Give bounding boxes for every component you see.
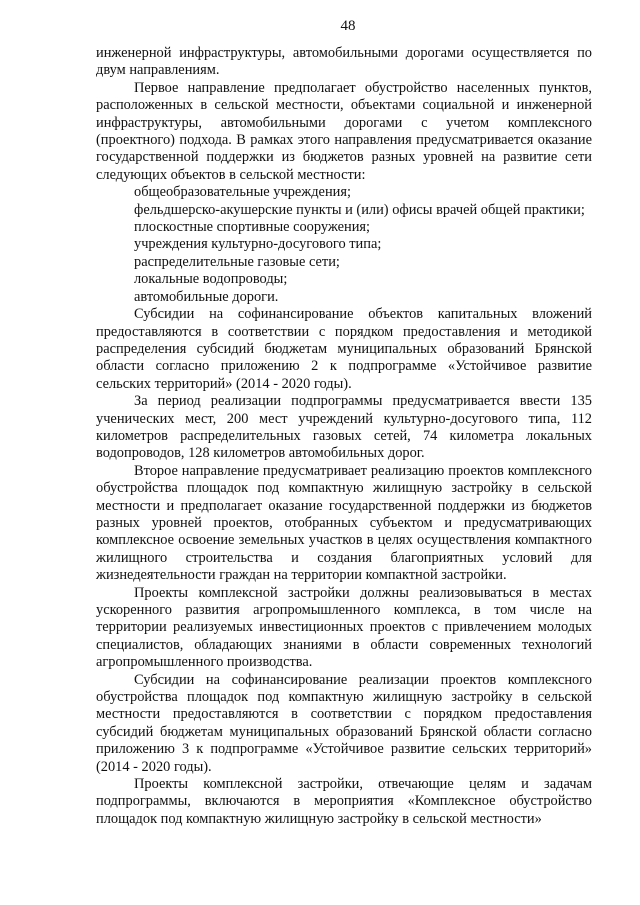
list-item: фельдшерско-акушерские пункты и (или) офисы врачей общей практики;: [134, 201, 585, 218]
list-item: автомобильные дороги.: [134, 288, 279, 305]
list-item: учреждения культурно-досугового типа;: [134, 236, 382, 253]
list-item: локальные водопроводы;: [134, 271, 288, 288]
document-body: [96, 45, 592, 828]
paragraph-subsidies-capital: Субсидии на софинансирование объектов капитальных вложений предоставляются в соответствии с порядком предоставления и методикой распределения субсидий бюджетам муниципальных образований Брянской области согласно приложению 2 к подпрограмме «Устойчивое развитие сельских территорий» (2014 - 2020 годы).: [96, 306, 592, 392]
paragraph-subsidies-projects: Субсидии на софинансирование реализации проектов комплексного обустройства площадок под компактную жилищную застройку в сельской местности предоставляются в соответствии с порядком предоставления субсидий бюджетам муниципальных образований Брянской области согласно приложению 3 к подпрограмме «Устойчивое развитие сельских территорий» (2014 - 2020 годы).: [96, 671, 592, 775]
paragraph-projects-inclusion: Проекты комплексной застройки, отвечающие целям и задачам подпрограммы, включаются в мероприятия «Комплексное обустройство площадок под компактную жилищную застройку в сельской местности»: [96, 776, 592, 827]
list-item: плоскостные спортивные сооружения;: [134, 219, 371, 236]
paragraph-continuation: инженерной инфраструктуры, автомобильными дорогами осуществляется по двум направлениям.: [96, 45, 592, 79]
paragraph-first-direction: Первое направление предполагает обустройство населенных пунктов, расположенных в сельской местности, объектами социальной и инженерной инфраструктуры, автомобильными дорогами с учетом комплексного (проектного) подхода. В рамках этого направления предусматривается оказание государственной поддержки из бюджетов разных уровней на развитие сети следующих объектов в сельской местности:: [96, 79, 592, 183]
list-item: общеобразовательные учреждения;: [134, 184, 351, 201]
paragraph-targets: За период реализации подпрограммы предусматривается ввести 135 ученических мест, 200 мест учреждений культурно-досугового типа, 112 километров распределительных газовых сетей, 74 километра локальных водопроводов, 128 километров автомобильных дорог.: [96, 393, 592, 462]
list-item: распределительные газовые сети;: [134, 253, 340, 270]
paragraph-second-direction: Второе направление предусматривает реализацию проектов комплексного обустройства площадок под компактную жилищную застройку в сельской местности и предполагает оказание государственной поддержки из бюджетов разных уровней проектов, отобранных субъектом и предусматривающих комплексное освоение земельных участков в целях осуществления компактного жилищного строительства и создания благоприятных условий для жизнедеятельности граждан на территории компактной застройки.: [96, 462, 592, 584]
page-number: 48: [340, 18, 356, 34]
objects-list: [96, 184, 592, 306]
paragraph-projects-location: Проекты комплексной застройки должны реализовываться в местах ускоренного развития агропромышленного комплекса, в том числе на территории реализуемых инвестиционных проектов с привлечением молодых специалистов, обладающих знаниями в области современных технологий агропромышленного производства.: [96, 584, 592, 671]
